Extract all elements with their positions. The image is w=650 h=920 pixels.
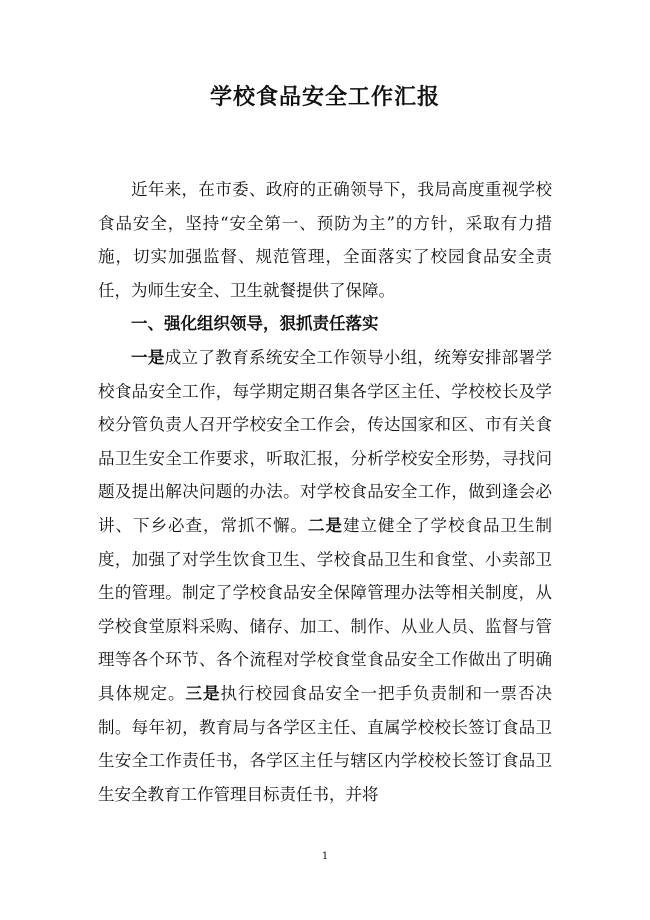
point-text-3: 执行校园食品安全一把手负责制和一票否决制。每年初，教育局与各学区主任、直属学校校长签订食品卫生安全工作责任书，各学区主任与辖区内学校校长签订食品卫生安全教育工作管理目标责任书，并将 [98, 683, 552, 804]
page-number: 1 [321, 851, 329, 862]
point-text-2: 建立健全了学校食品卫生制度，加强了对学生饮食卫生、学校食品卫生和食堂、小卖部卫生的管理。制定了学校食品安全保障管理办法等相关制度，从学校食堂原料采购、储存、加工、制作、从业人员、监督与管理等各个环节、各个流程对学校食堂食品安全工作做出了明确具体规定。 [98, 515, 552, 703]
document-body [98, 173, 552, 811]
document-title: 学校食品安全工作汇报 [209, 85, 440, 110]
point-lead-1: 一是 [131, 347, 165, 367]
section-heading: 一、强化组织领导，狠抓责任落实 [131, 314, 379, 334]
point-text-1: 成立了教育系统安全工作领导小组，统筹安排部署学校食品安全工作，每学期定期召集各学区主任、学校校长及学校分管负责人召开学校安全工作会，传达国家和区、市有关食品卫生安全工作要求，听取汇报，分析学校安全形势，寻找问题及提出解决问题的办法。对学校食品安全工作，做到逢会必讲、下乡必查，常抓不懈。 [98, 347, 553, 535]
point-lead-2: 二是 [308, 515, 343, 535]
intro-paragraph: 近年来，在市委、政府的正确领导下，我局高度重视学校食品安全，坚持“安全第一、预防为主”的方针，采取有力措施，切实加强监督、规范管理，全面落实了校园食品安全责任，为师生安全、卫生就餐提供了保障。 [98, 180, 552, 300]
point-lead-3: 三是 [185, 683, 221, 703]
section-paragraph [98, 341, 552, 811]
